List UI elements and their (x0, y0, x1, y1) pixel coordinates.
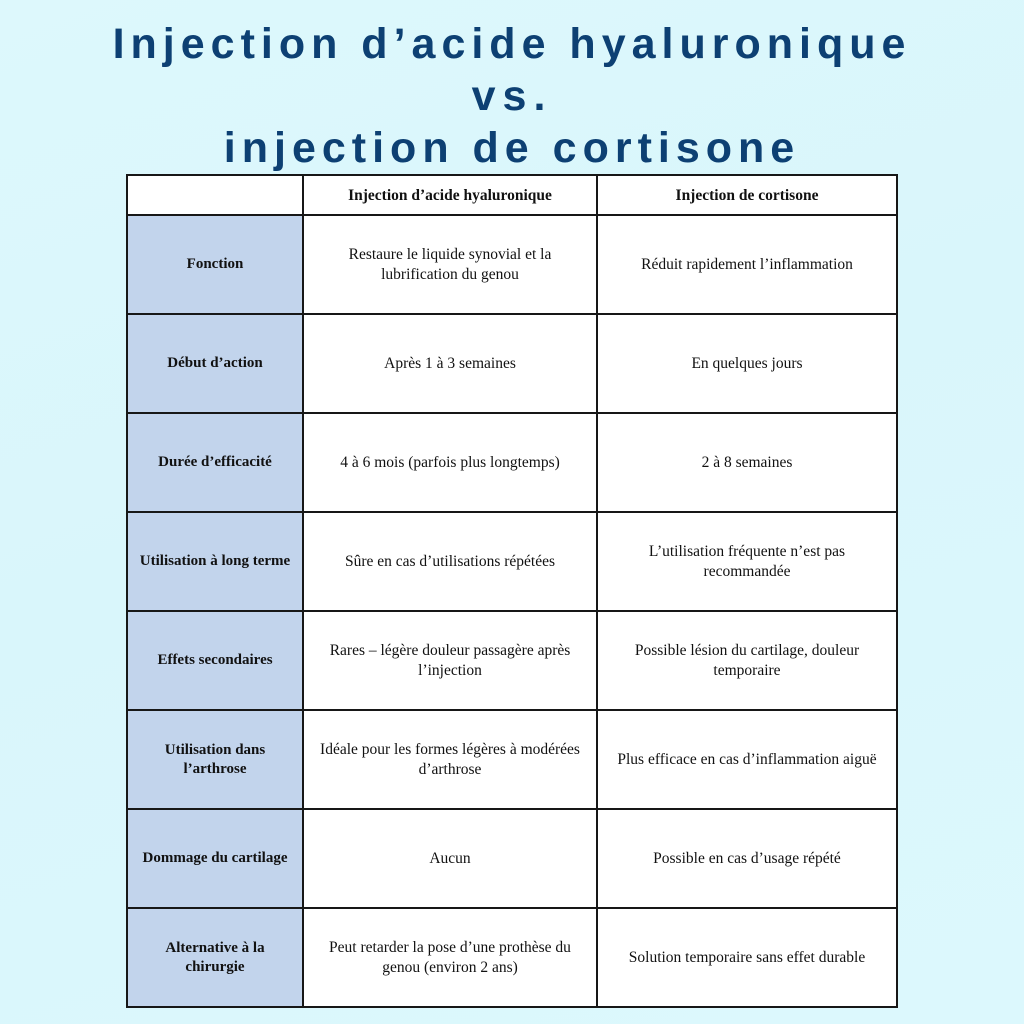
table-body (127, 215, 897, 1007)
table-row (127, 908, 897, 1007)
row-label-utilisation-long-terme: Utilisation à long terme (127, 512, 303, 611)
table-row (127, 512, 897, 611)
table-row (127, 611, 897, 710)
title-line-1: Injection d’acide hyaluronique (112, 20, 912, 68)
comparison-table-wrapper (126, 174, 898, 1008)
column-header-hyaluronic: Injection d’acide hyaluronique (303, 175, 597, 215)
cell-cortisone-dommage-cartilage: Possible en cas d’usage répété (597, 809, 897, 908)
cell-cortisone-alternative-chirurgie: Solution temporaire sans effet durable (597, 908, 897, 1007)
row-label-duree-defficacite: Durée d’efficacité (127, 413, 303, 512)
cell-cortisone-fonction: Réduit rapidement l’inflammation (597, 215, 897, 314)
table-row (127, 710, 897, 809)
cell-hyaluronic-duree-defficacite: 4 à 6 mois (parfois plus longtemps) (303, 413, 597, 512)
cell-hyaluronic-utilisation-arthrose: Idéale pour les formes légères à modérées d’arthrose (303, 710, 597, 809)
comparison-table (126, 174, 898, 1008)
table-row (127, 809, 897, 908)
cell-hyaluronic-utilisation-long-terme: Sûre en cas d’utilisations répétées (303, 512, 597, 611)
cell-hyaluronic-debut-daction: Après 1 à 3 semaines (303, 314, 597, 413)
table-header (127, 175, 897, 215)
cell-hyaluronic-effets-secondaires: Rares – légère douleur passagère après l’injection (303, 611, 597, 710)
row-label-fonction: Fonction (127, 215, 303, 314)
table-row (127, 215, 897, 314)
row-label-effets-secondaires: Effets secondaires (127, 611, 303, 710)
cell-hyaluronic-dommage-cartilage: Aucun (303, 809, 597, 908)
cell-hyaluronic-fonction: Restaure le liquide synovial et la lubrification du genou (303, 215, 597, 314)
table-header-row (127, 175, 897, 215)
cell-cortisone-duree-defficacite: 2 à 8 semaines (597, 413, 897, 512)
row-label-debut-daction: Début d’action (127, 314, 303, 413)
cell-cortisone-debut-daction: En quelques jours (597, 314, 897, 413)
cell-cortisone-utilisation-long-terme: L’utilisation fréquente n’est pas recommandée (597, 512, 897, 611)
table-row (127, 413, 897, 512)
title-line-3: injection de cortisone (223, 124, 801, 172)
column-header-cortisone: Injection de cortisone (597, 175, 897, 215)
cell-cortisone-utilisation-arthrose: Plus efficace en cas d’inflammation aiguë (597, 710, 897, 809)
column-header-blank (127, 175, 303, 215)
cell-cortisone-effets-secondaires: Possible lésion du cartilage, douleur temporaire (597, 611, 897, 710)
page-title (0, 0, 1024, 174)
title-line-2: vs. (471, 72, 553, 120)
table-row (127, 314, 897, 413)
row-label-dommage-cartilage: Dommage du cartilage (127, 809, 303, 908)
row-label-utilisation-arthrose: Utilisation dans l’arthrose (127, 710, 303, 809)
cell-hyaluronic-alternative-chirurgie: Peut retarder la pose d’une prothèse du genou (environ 2 ans) (303, 908, 597, 1007)
row-label-alternative-chirurgie: Alternative à la chirurgie (127, 908, 303, 1007)
